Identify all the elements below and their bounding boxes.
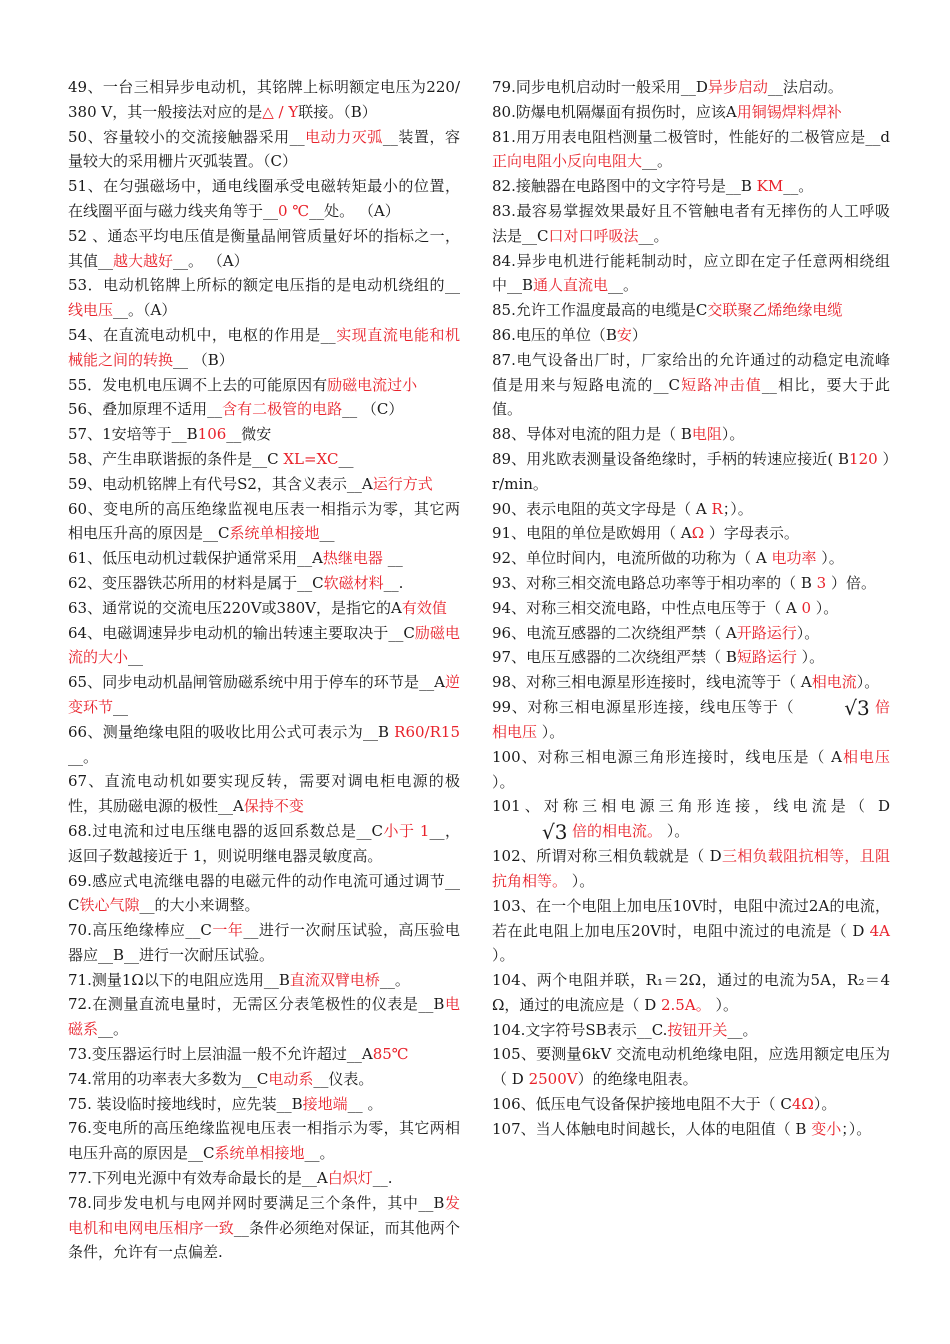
- answer-text: 励磁电流的大小: [68, 623, 460, 667]
- sqrt-symbol: [844, 696, 874, 720]
- question-text: 98、对称三相电源星形连接时，线电流等于（ A: [492, 673, 812, 692]
- question-item: [68, 819, 460, 869]
- answer-text: 2.5A。: [661, 995, 711, 1014]
- question-text: ）。: [492, 772, 515, 791]
- question-item: [492, 745, 890, 795]
- question-text: 104.文字符号SB表示__C.: [492, 1020, 668, 1039]
- question-text: 49、一台三相异步电动机，其铭牌上标明额定电压为220/380 V，其一般接法对应的是: [68, 78, 460, 121]
- question-item: [68, 621, 460, 671]
- answer-text: 电功率: [771, 549, 817, 568]
- question-text: ）。: [816, 549, 844, 568]
- question-item: [68, 323, 460, 373]
- answer-text: 白炽灯: [327, 1169, 373, 1188]
- question-text: 107、当人体触电时间越长，人体的电阻值（ B: [492, 1119, 812, 1138]
- question-text: 83.最容易掌握效果最好且不管触电者有无摔伤的人工呼吸法是__C: [492, 201, 890, 245]
- question-text: 55．发电机电压调不上去的可能原因有: [68, 375, 328, 394]
- question-item: [492, 348, 890, 422]
- question-text: __条件必须绝对保证，而其他两个条件，允许有一点偏差.: [68, 1218, 460, 1262]
- question-item: [492, 75, 890, 100]
- answer-text: 正向电阻小反向电阻大: [492, 152, 643, 171]
- question-text: __。: [642, 152, 673, 171]
- question-item: [492, 621, 890, 646]
- question-item: [68, 546, 460, 571]
- answer-text: 短路运行: [736, 648, 797, 667]
- question-text: ）。: [811, 598, 839, 617]
- answer-text: KM: [756, 177, 784, 196]
- question-text: ）。: [567, 871, 595, 890]
- question-text: ）。: [796, 623, 820, 642]
- question-text: 100、对称三相电源三角形连接时，线电压是（ A: [492, 747, 843, 766]
- question-text: 54、在直流电动机中，电枢的作用是__: [68, 325, 336, 344]
- question-text: 50、容量较小的交流接触器采用__: [68, 127, 305, 146]
- question-text: 103、在一个电阻上加电压10V时，电阻中流过2A的电流，若在此电阻上加电压20V时，电阻中流过的电流是（ D: [492, 896, 890, 940]
- answer-text: 开路运行: [736, 623, 797, 642]
- question-text: __ （B）: [173, 350, 234, 369]
- question-text: __ 。: [347, 1094, 383, 1113]
- question-text: 58、产生串联谐振的条件是__C: [68, 449, 284, 468]
- question-text: 96、电流互感器的二次绕组严禁（ A: [492, 623, 737, 642]
- question-text: __微安: [226, 425, 272, 444]
- answer-text: 相电压: [842, 747, 890, 766]
- question-text: 92、单位时间内，电流所做的功称为（ A: [492, 549, 772, 568]
- question-text: __。: [727, 1020, 758, 1039]
- answer-text: 直流双臂电桥: [289, 970, 380, 989]
- question-item: [68, 1166, 460, 1191]
- question-text: __: [113, 697, 129, 716]
- question-item: [68, 720, 460, 770]
- question-text: 99、对称三相电源星形连接，线电压等于（: [492, 697, 795, 716]
- question-text: 68.过电流和过电压继电器的返回系数总是__C: [68, 821, 383, 840]
- answer-text: 0 ℃: [278, 201, 310, 220]
- question-text: 79.同步电机启动时一般采用__D: [492, 78, 708, 96]
- answer-text: 倍的相电流。: [572, 822, 663, 841]
- question-text: __。: [608, 276, 639, 295]
- question-item: [68, 75, 460, 125]
- answer-text: 含有二极管的电路: [222, 400, 343, 419]
- question-item: [68, 571, 460, 596]
- question-text: 77.下列电光源中有效寿命最长的是__A: [68, 1169, 328, 1188]
- answer-text: 发电机和电网电压相序一致: [68, 1193, 460, 1237]
- question-text: __。: [98, 1020, 129, 1039]
- question-text: ）。: [537, 722, 565, 741]
- question-text: __仪表。: [313, 1069, 374, 1088]
- question-text: 86.电压的单位（B: [492, 325, 617, 344]
- answer-text: 106: [197, 425, 227, 444]
- answer-text: 铁心气隙: [79, 896, 140, 915]
- question-text: __相比，要大于此值。: [492, 375, 890, 419]
- question-item: [492, 794, 890, 844]
- question-item: [492, 521, 890, 546]
- question-item: [68, 769, 460, 819]
- question-text: 82.接触器在电路图中的文字符号是__B: [492, 177, 757, 196]
- question-item: [68, 1092, 460, 1117]
- question-text: ）。: [721, 425, 745, 444]
- question-text: 78.同步发电机与电网并网时要满足三个条件，其中__B: [68, 1193, 445, 1212]
- question-item: [492, 125, 890, 175]
- question-text: ；）。: [841, 1119, 872, 1138]
- question-text: __进行一次耐压试验，高压验电器应__B__进行一次耐压试验。: [68, 921, 460, 964]
- question-item: [68, 869, 460, 919]
- question-text: 62、变压器铁芯所用的材料是属于__C: [68, 573, 324, 592]
- answer-text: 异步启动: [707, 78, 768, 96]
- question-item: [68, 273, 460, 323]
- answer-text: R: [711, 499, 723, 518]
- question-text: __。: [68, 747, 99, 766]
- answer-text: 运行方式: [372, 474, 433, 493]
- question-item: [68, 174, 460, 224]
- question-item: [68, 373, 460, 398]
- answer-text: 通人直流电: [533, 276, 609, 295]
- question-item: [68, 1042, 460, 1067]
- question-item: [68, 472, 460, 497]
- answer-text: 接地端: [302, 1094, 348, 1113]
- question-item: [492, 422, 890, 447]
- question-text: __。: [304, 1144, 335, 1163]
- right-column: [492, 75, 890, 1142]
- question-text: 59、电动机铭牌上有代号S2，其含义表示__A: [68, 474, 373, 493]
- answer-text: 电阻: [691, 425, 722, 444]
- question-item: [492, 249, 890, 299]
- answer-text: 按钮开关: [667, 1020, 728, 1039]
- question-text: __: [382, 549, 403, 568]
- question-text: __。（A）: [113, 301, 177, 320]
- question-item: [492, 497, 890, 522]
- answer-text: 三相负载阻抗相等，且阻抗角相等。: [492, 847, 890, 890]
- answer-text: R60/R15: [394, 722, 460, 741]
- question-text: 88、导体对电流的阻力是（ B: [492, 425, 692, 444]
- question-text: ）。: [492, 946, 515, 965]
- question-text: ）。: [710, 995, 738, 1014]
- question-text: 56、叠加原理不适用__: [68, 400, 223, 419]
- question-text: 65、同步电动机晶闸管励磁系统中用于停车的环节是__A: [68, 673, 445, 692]
- question-text: ）。: [662, 822, 690, 841]
- answer-text: 电磁系: [68, 995, 460, 1039]
- question-item: [68, 992, 460, 1042]
- question-item: [492, 298, 890, 323]
- answer-text: XL=XC: [283, 449, 339, 468]
- question-text: __装置，容量较大的采用栅片灭弧装置。（C）: [68, 127, 460, 171]
- question-text: __处。 （A）: [309, 201, 400, 220]
- answer-text: 4Ω: [791, 1095, 814, 1114]
- question-text: __。: [783, 177, 814, 196]
- question-text: 57、1安培等于__B: [68, 425, 198, 444]
- answer-text: 倍相电压: [492, 697, 890, 741]
- question-item: [68, 1191, 460, 1265]
- answer-text: 短路冲击值: [680, 375, 762, 394]
- question-text: 联接。（B）: [298, 102, 377, 121]
- question-item: [492, 1018, 890, 1043]
- question-text: 71.测量1Ω以下的电阻应选用__B: [68, 970, 290, 989]
- question-text: 73.变压器运行时上层油温一般不允许超过__A: [68, 1045, 373, 1064]
- question-text: 69.感应式电流继电器的电磁元件的动作电流可通过调节__C: [68, 871, 460, 915]
- question-text: 91、电阻的单位是欧姆用（ A: [492, 524, 692, 543]
- answer-text: 0: [801, 598, 812, 617]
- question-text: 94、对称三相交流电路，中性点电压等于（ A: [492, 598, 802, 617]
- question-text: ）。: [796, 648, 825, 667]
- question-text: 70.高压绝缘棒应__C: [68, 921, 212, 940]
- question-item: [68, 397, 460, 422]
- question-text: 89、用兆欧表测量设备绝缘时，手柄的转速应接近( B: [492, 449, 850, 468]
- question-text: ）r/min。: [492, 449, 890, 493]
- question-text: 64、电磁调速异步电动机的输出转速主要取决于__C: [68, 623, 415, 642]
- question-text: __.: [372, 1169, 393, 1188]
- question-text: __ （C）: [342, 400, 404, 419]
- question-text: ）。: [813, 1095, 837, 1114]
- sqrt-symbol: [542, 820, 572, 844]
- answer-text: 一年: [211, 921, 244, 940]
- answer-text: 线电压: [68, 301, 114, 320]
- answer-text: 软磁材料: [323, 573, 384, 592]
- sqrt-glyph: √3: [844, 695, 870, 720]
- question-item: [68, 968, 460, 993]
- answer-text: 电动系: [268, 1069, 314, 1088]
- question-text: __法启动。: [767, 78, 843, 96]
- question-text: __: [319, 524, 335, 543]
- question-item: [492, 447, 890, 497]
- question-item: [68, 670, 460, 720]
- question-item: [492, 844, 890, 894]
- answer-text: 有效值: [401, 598, 447, 617]
- question-text: ）字母表示。: [704, 524, 799, 543]
- question-item: [492, 1042, 890, 1092]
- question-text: __，返回子数越接近于 1，则说明继电器灵敏度高。: [68, 821, 460, 865]
- question-text: 105、要测量6kV 交流电动机绝缘电阻，应选用额定电压为（ D: [492, 1045, 890, 1089]
- question-item: [492, 596, 890, 621]
- question-text: 61、低压电动机过载保护通常采用__A: [68, 549, 323, 568]
- answer-text: △ / Y: [262, 102, 299, 121]
- question-text: 102、所谓对称三相负载就是（ D: [492, 847, 722, 866]
- question-item: [492, 1092, 890, 1117]
- question-text: 74.常用的功率表大多数为__C: [68, 1069, 269, 1088]
- question-text: ）。: [856, 673, 880, 692]
- answer-text: 4A: [869, 921, 890, 940]
- question-text: 63、通常说的交流电压220V或380V，是指它的A: [68, 598, 402, 617]
- question-text: 106、低压电气设备保护接地电阻不大于（ C: [492, 1095, 792, 1114]
- question-text: __.: [383, 573, 404, 592]
- sqrt-glyph: √3: [542, 820, 568, 845]
- question-text: 87.电气设备出厂时，厂家给出的允许通过的动稳定电流峰值是用来与短路电流的__C: [492, 350, 890, 394]
- answer-text: Ω: [691, 524, 705, 543]
- left-column: [68, 75, 460, 1265]
- question-text: 76.变电所的高压绝缘监视电压表一相指示为零，其它两相电压升高的原因是__C: [68, 1119, 460, 1163]
- question-text: 81.用万用表电阻档测量二极管时，性能好的二极管应是__d: [492, 127, 890, 146]
- answer-text: 相电流: [811, 673, 857, 692]
- question-text: 85.允许工作温度最高的电缆是C: [492, 301, 708, 320]
- answer-text: 越大越好: [113, 251, 174, 270]
- question-text: 60、变电所的高压绝缘监视电压表一相指示为零，其它两相电压升高的原因是__C: [68, 499, 460, 543]
- question-item: [492, 670, 890, 695]
- answer-text: 热继电器: [322, 549, 383, 568]
- question-text: 67、直流电动机如要实现反转，需要对调电柜电源的极性，其励磁电源的极性__A: [68, 772, 460, 816]
- question-text: 104、两个电阻并联，R₁＝2Ω，通过的电流为5A，R₂＝4Ω，通过的电流应是（ D: [492, 971, 890, 1014]
- question-item: [492, 571, 890, 596]
- question-item: [492, 695, 890, 745]
- answer-text: 变小: [811, 1119, 842, 1138]
- question-item: [492, 323, 890, 348]
- question-text: ）倍。: [826, 573, 876, 592]
- question-text: 80.防爆电机隔爆面有损伤时，应该A: [492, 102, 737, 121]
- question-item: [492, 546, 890, 571]
- answer-text: 120: [849, 449, 878, 468]
- question-text: 53．电动机铭牌上所标的额定电压指的是电动机绕组的__: [68, 276, 460, 295]
- answer-text: 交联聚乙烯绝缘电缆: [707, 301, 843, 320]
- question-item: [492, 1117, 890, 1142]
- answer-text: 逆变环节: [68, 673, 460, 716]
- answer-text: 85℃: [372, 1045, 409, 1064]
- question-text: 90、表示电阻的英文字母是（ A: [492, 499, 712, 518]
- question-item: [68, 918, 460, 968]
- answer-text: 系统单相接地: [229, 524, 320, 543]
- answer-text: 用铜锡焊料焊补: [736, 102, 842, 121]
- question-item: [492, 174, 890, 199]
- question-item: [68, 497, 460, 547]
- question-item: [68, 224, 460, 274]
- question-text: 101、对称三相电源三角形连接，线电流是（ D: [492, 797, 890, 816]
- answer-text: 安: [616, 325, 632, 344]
- question-item: [68, 125, 460, 175]
- question-text: 66、测量绝缘电阻的吸收比用公式可表示为__B: [68, 722, 395, 741]
- question-text: __。 （A）: [173, 251, 249, 270]
- question-item: [492, 645, 890, 670]
- question-text: __: [128, 648, 144, 667]
- answer-text: 小于 1: [382, 821, 430, 840]
- question-text: 84.异步电机进行能耗制动时，应立即在定子任意两相绕组中__B: [492, 251, 890, 295]
- question-item: [492, 968, 890, 1018]
- question-item: [68, 1116, 460, 1166]
- question-item: [492, 100, 890, 125]
- question-text: ；）。: [722, 499, 753, 518]
- answer-text: 系统单相接地: [214, 1144, 305, 1163]
- answer-text: 2500V: [528, 1070, 578, 1089]
- answer-text: 励磁电流过小: [327, 375, 418, 394]
- question-item: [492, 894, 890, 968]
- answer-text: 保持不变: [243, 797, 304, 816]
- answer-text: 口对口呼吸法: [548, 226, 639, 245]
- question-item: [68, 596, 460, 621]
- question-item: [68, 422, 460, 447]
- question-item: [68, 1067, 460, 1092]
- question-text: 97、电压互感器的二次绕组严禁（ B: [492, 648, 737, 667]
- question-text: 51、在匀强磁场中，通电线圈承受电磁转矩最小的位置，在线圈平面与磁力线夹角等于__: [68, 177, 460, 220]
- question-text: __。: [379, 970, 410, 989]
- question-text: 93、对称三相交流电路总功率等于相功率的（ B: [492, 573, 817, 592]
- answer-text: 3: [816, 573, 827, 592]
- question-text: 75. 装设临时接地线时，应先装__B: [68, 1094, 303, 1113]
- question-item: [492, 199, 890, 249]
- question-text: ）: [631, 325, 647, 344]
- question-text: __: [338, 449, 354, 468]
- question-text: 72.在测量直流电量时，无需区分表笔极性的仪表是__B: [68, 995, 445, 1014]
- question-text: ）的绝缘电阻表。: [577, 1070, 698, 1089]
- question-text: 52 、通态平均电压值是衡量晶闸管质量好坏的指标之一，其值__: [68, 226, 460, 270]
- question-text: __。: [638, 226, 669, 245]
- answer-text: 电动力灭弧: [304, 127, 383, 146]
- question-text: __的大小来调整。: [139, 896, 260, 915]
- question-item: [68, 447, 460, 472]
- answer-text: 实现直流电能和机械能之间的转换: [68, 325, 460, 369]
